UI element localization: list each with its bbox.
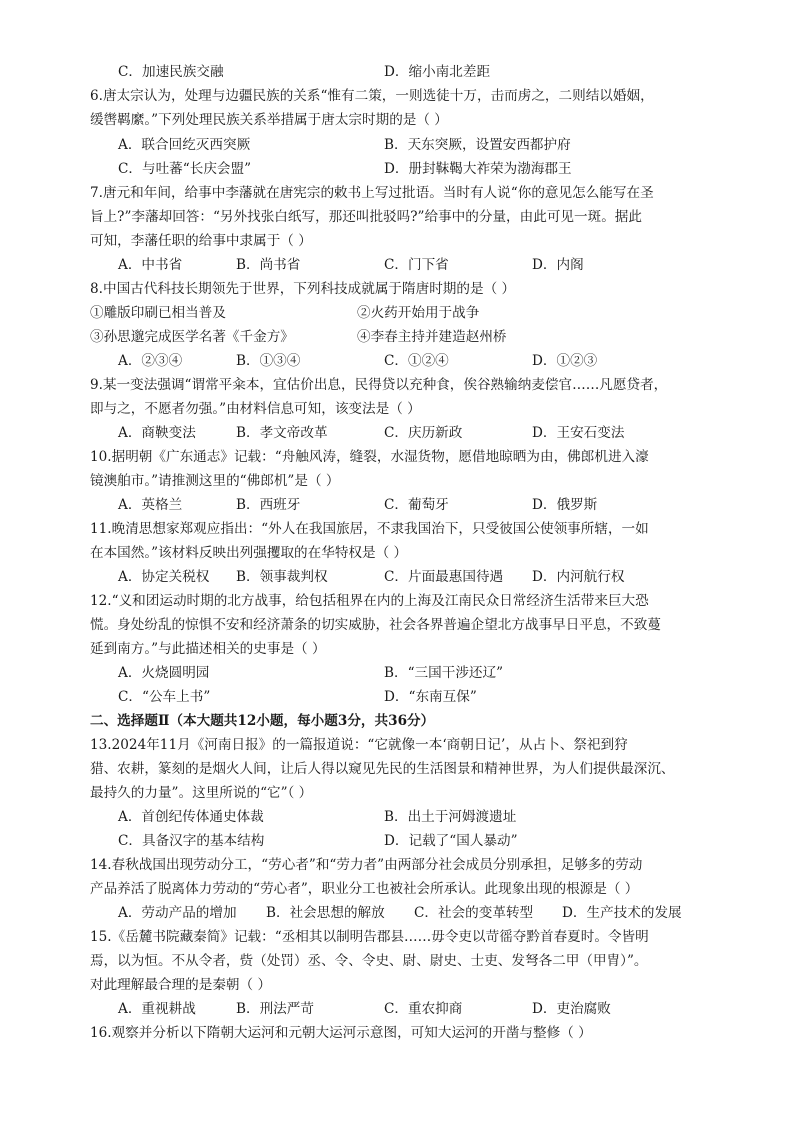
text-line: C．重农抑商 [384,1001,463,1017]
text-line: D．王安石变法 [532,425,625,441]
text-line: 可知，李藩任职的给事中隶属于（ ） [90,233,312,249]
text-line: C．片面最惠国待遇 [384,569,504,585]
text-line: C．庆历新政 [384,425,463,441]
text-line: ③孙思邈完成医学名著《千金方》 [90,329,294,345]
text-line: A．联合回纥灭西突厥 [118,137,251,153]
text-line: 14.春秋战国出现劳动分工，“劳心者”和“劳力者”由两部分社会成员分别承担，足够多的劳动 [90,857,643,873]
text-line: A．火烧圆明园 [118,665,210,681]
text-line: A．首创纪传体通史体裁 [118,809,264,825]
text-line: A．②③④ [118,353,183,369]
text-line: D．记载了“国人暴动” [384,833,518,849]
text-line: 旨上?”李藩却回答：“另外找张白纸写，那还叫批驳吗?”给事中的分量，由此可见一斑。据此 [90,209,642,225]
text-line: D．缩小南北差距 [384,64,491,80]
text-line: D．①②③ [532,353,598,369]
section-heading: 二、选择题Ⅱ（本大题共12小题，每小题3分，共36分） [90,713,435,729]
text-line: 12.“义和团运动时期的北方战事，给包括租界在内的上海及江南民众日常经济生活带来巨大恐 [90,593,649,609]
text-line: B．社会思想的解放 [266,905,385,921]
text-line: 15.《岳麓书院藏秦简》记载：“丞相其以制明告郡县……毋令吏以苛徭夺黔首春夏时。令皆明 [90,929,649,945]
text-line: C．加速民族交融 [118,64,224,80]
text-line: 对此理解最合理的是秦朝（ ） [90,977,272,993]
text-line: ①雕版印刷已相当普及 [90,305,226,321]
text-line: 10.据明朝《广东通志》记载：“舟触风涛，缝裂，水湿货物，愿借地晾晒为由，佛郎机进入濠 [90,449,649,465]
text-line: 慌。身处纷乱的惊惧不安和经济萧条的切实威胁，社会各界普遍企望北方战事早日平息，不致蔓 [90,617,661,633]
text-line: ②火药开始用于战争 [357,305,480,321]
text-line: B．领事裁判权 [236,569,328,585]
text-line: B．天东突厥，设置安西都护府 [384,137,571,153]
text-line: C．葡萄牙 [384,497,449,513]
text-line: B．①③④ [236,353,301,369]
text-line: ④李春主持并建造赵州桥 [357,329,507,345]
text-line: 缓辔羁縻。”下列处理民族关系举措属于唐太宗时期的是（ ） [90,112,448,128]
text-line: B．刑法严苛 [236,1001,314,1017]
text-line: D．生产技术的发展 [562,905,682,921]
text-line: D．内阁 [532,257,584,273]
text-line: 13.2024年11月《河南日报》的一篇报道说：“它就像一本‘商朝日记’，从占卜、祭祀到狩 [90,737,628,753]
text-line: 11.晚清思想家郑观应指出：“外人在我国旅居，不隶我国治下，只受彼国公使领事所辖，一如 [90,521,649,537]
text-line: D．内河航行权 [532,569,625,585]
text-line: 16.观察并分析以下隋朝大运河和元朝大运河示意图，可知大运河的开凿与整修（ ） [90,1025,592,1041]
text-line: D．吏治腐败 [532,1001,611,1017]
text-line: C．门下省 [384,257,449,273]
text-line: 8.中国古代科技长期领先于世界，下列科技成就属于隋唐时期的是（ ） [90,281,516,297]
text-line: 7.唐元和年间，给事中李藩就在唐宪宗的敕书上写过批语。当时有人说“你的意见怎么能写在圣 [90,185,654,201]
text-line: B．尚书省 [236,257,301,273]
text-line: C．社会的变革转型 [414,905,534,921]
text-line: 镜澳舶市。”请推测这里的“佛郎机”是（ ） [90,473,340,489]
text-line: B．孝文帝改革 [236,425,328,441]
text-line: 9.某一变法强调“谓常平籴本，宜估价出息，民得贷以充种食，俟谷熟输纳麦偿官……凡愿贷者， [90,377,668,393]
text-line: A．劳动产品的增加 [118,905,237,921]
text-line: B．“三国干涉还辽” [384,665,504,681]
text-line: 产品养活了脱离体力劳动的“劳心者”，职业分工也被社会所承认。此现象出现的根源是（ ） [90,881,639,897]
text-line: C．“公车上书” [118,689,211,705]
text-line: 延到南方。”与此描述相关的史事是（ ） [90,641,326,657]
text-line: A．英格兰 [118,497,183,513]
text-line: D．册封靺鞨大祚荣为渤海郡王 [384,161,572,177]
text-line: A．中书省 [118,257,183,273]
text-line: 即与之，不愿者勿强。”由材料信息可知，该变法是（ ） [90,401,421,417]
text-line: D．俄罗斯 [532,497,598,513]
text-line: 猎、农耕，篆刻的是烟火人间，让后人得以窥见先民的生活图景和精神世界，为人们提供最深沉、 [90,761,675,777]
text-line: B．出土于河姆渡遗址 [384,809,517,825]
text-line: C．与吐蕃“长庆会盟” [118,161,252,177]
text-line: 6.唐太宗认为，处理与边疆民族的关系“惟有二策，一则选徒十万，击而虏之，二则结以婚姻， [90,88,654,104]
text-line: 焉，以为恒。不从令者，赀（处罚）丞、令、令史、尉、尉史、士吏、发弩各二甲（甲胄）”。 [90,953,648,969]
text-line: B．西班牙 [236,497,301,513]
text-line: C．具备汉字的基本结构 [118,833,265,849]
text-line: 最持久的力量”。这里所说的“它”（ ） [90,785,313,801]
text-line: C．①②④ [384,353,449,369]
text-line: 在本国然。”该材料反映出列强攫取的在华特权是（ ） [90,545,408,561]
text-line: D．“东南互保” [384,689,477,705]
text-line: A．重视耕战 [118,1001,196,1017]
text-line: A．协定关税权 [118,569,210,585]
text-line: A．商鞅变法 [118,425,196,441]
